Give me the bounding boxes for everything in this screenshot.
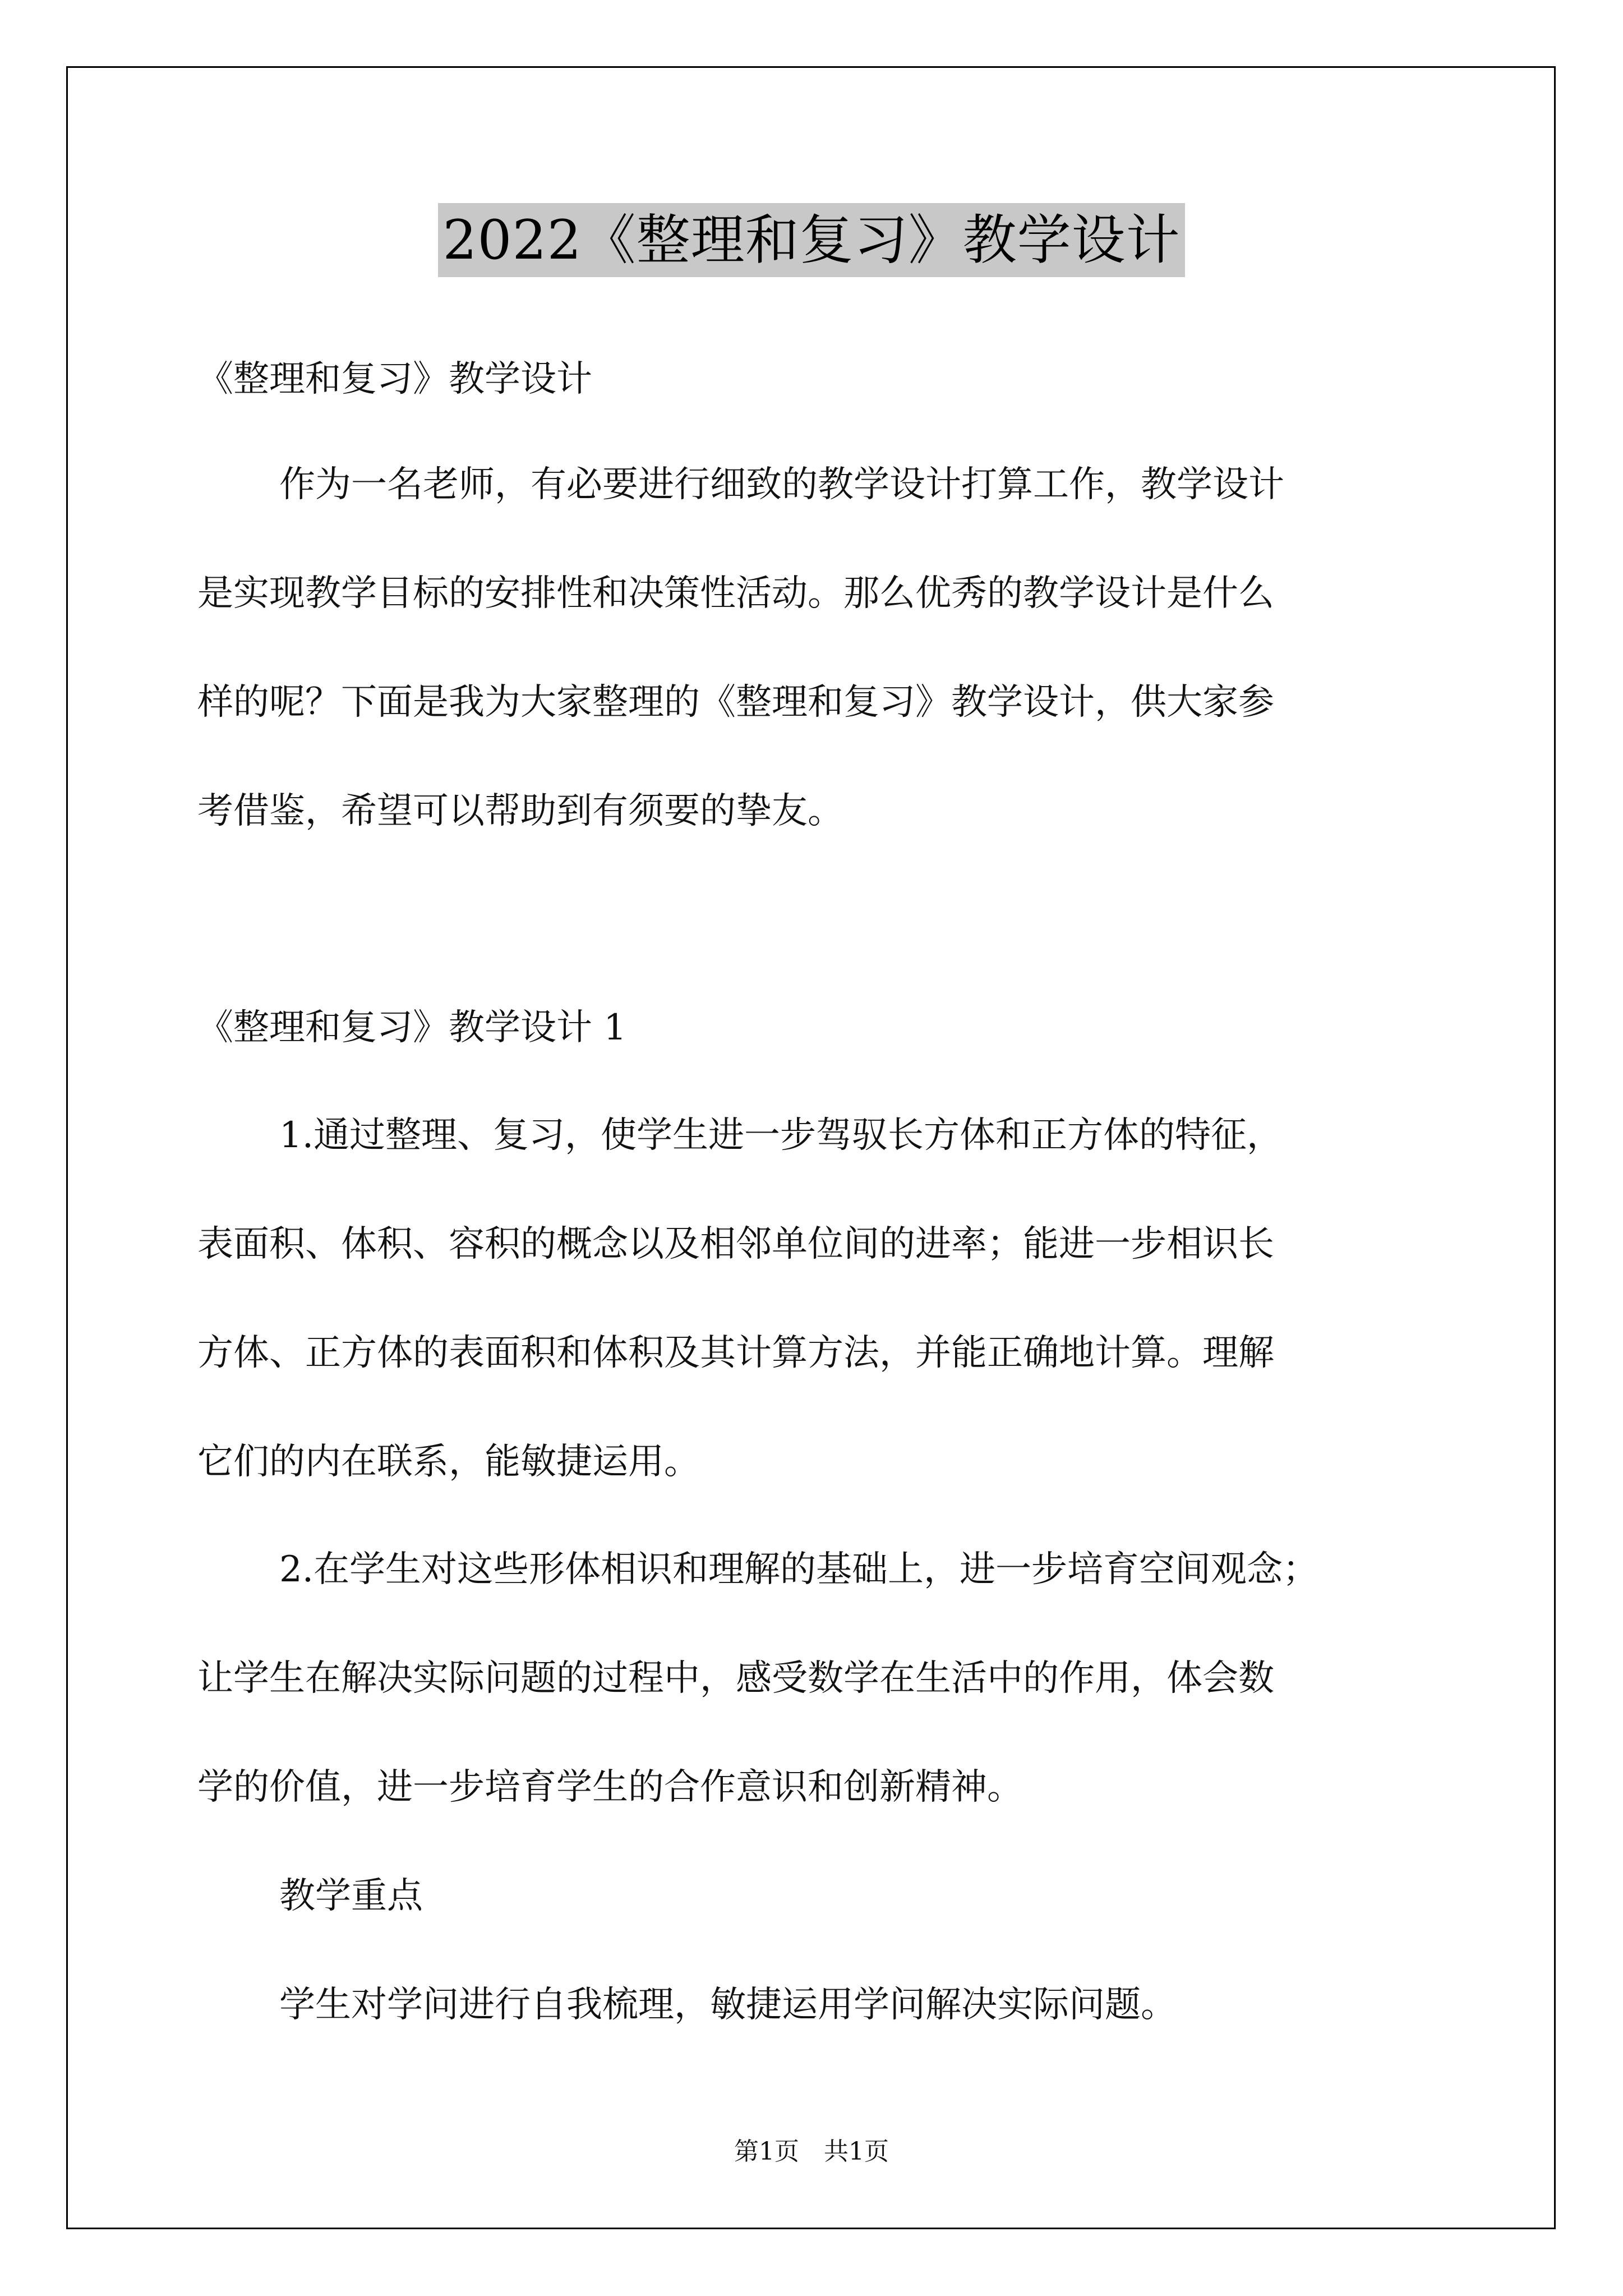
section-heading-1: 《整理和复习》教学设计 1: [197, 1007, 627, 1048]
key-points-text: 学生对学问进行自我梳理，敏捷运用学问解决实际问题。: [279, 1984, 1177, 2026]
page-footer: [0, 2136, 1623, 2168]
intro-line-2: 是实现教学目标的安排性和决策性活动。那么优秀的教学设计是什么: [197, 573, 1274, 614]
page-number-total: 共1页: [824, 2137, 889, 2166]
document-subtitle: 《整理和复习》教学设计: [197, 358, 592, 400]
title-container: [0, 203, 1623, 277]
page-number-current: 第1页: [734, 2137, 799, 2166]
intro-line-1: 作为一名老师，有必要进行细致的教学设计打算工作，教学设计: [279, 464, 1284, 505]
document-title: 2022《整理和复习》教学设计: [438, 203, 1184, 277]
point1-line-2: 表面积、体积、容积的概念以及相邻单位间的进率；能进一步相识长: [197, 1223, 1274, 1265]
point2-line-3: 学的价值，进一步培育学生的合作意识和创新精神。: [197, 1766, 1023, 1808]
key-points-heading: 教学重点: [279, 1875, 423, 1917]
point1-line-1: 1.通过整理、复习，使学生进一步驾驭长方体和正方体的特征，: [279, 1115, 1283, 1156]
intro-line-4: 考借鉴，希望可以帮助到有须要的挚友。: [197, 790, 843, 832]
point1-line-4: 它们的内在联系，能敏捷运用。: [197, 1441, 700, 1483]
intro-line-3: 样的呢？下面是我为大家整理的《整理和复习》教学设计，供大家参: [197, 682, 1274, 723]
point1-line-3: 方体、正方体的表面积和体积及其计算方法，并能正确地计算。理解: [197, 1332, 1274, 1374]
point2-line-1: 2.在学生对这些形体相识和理解的基础上，进一步培育空间观念；: [279, 1549, 1319, 1590]
point2-line-2: 让学生在解决实际问题的过程中，感受数学在生活中的作用，体会数: [197, 1658, 1274, 1699]
